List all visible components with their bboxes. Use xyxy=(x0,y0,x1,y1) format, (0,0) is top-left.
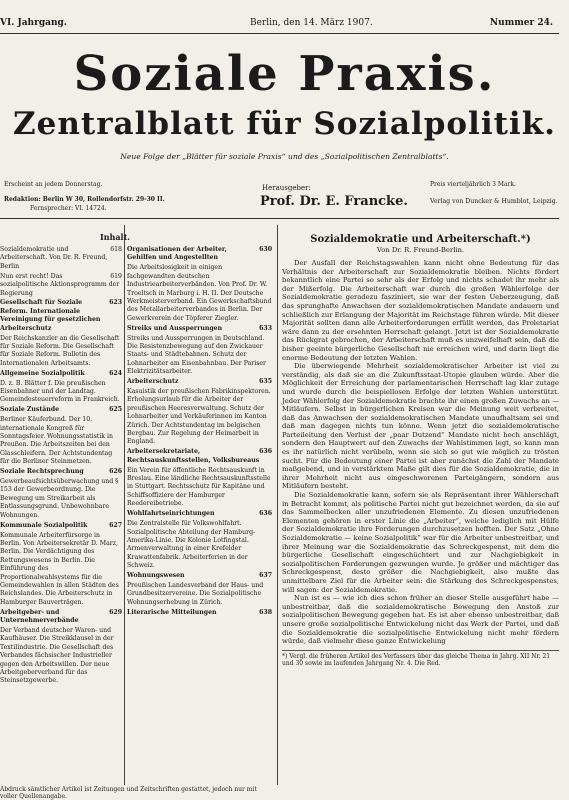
toc-entry-text: Soziale Rechtsprechung xyxy=(0,468,84,476)
masthead-note: Neue Folge der „Blätter für soziale Praxis“ und des „Sozialpolitischen Zentralblatts“. xyxy=(120,152,449,161)
toc-entry-text: Berliner Käuferbund. Der 10. internationale Kongreß für Sonntagsfeier. Wohnungsstatistik in Preußen. Die Arbeitszeiten bei den Glasschleifern. Der Achtstundentag für die Berliner Steinmetzen. xyxy=(0,416,113,466)
toc-entry-text: Arbeiterschutz xyxy=(127,378,179,386)
toc-entry-text: Allgemeine Sozialpolitik xyxy=(0,369,85,377)
toc-entry-text: Soziale Zustände xyxy=(0,406,60,414)
column-rule-2 xyxy=(277,225,278,785)
toc-entry xyxy=(0,370,122,378)
toc-entry xyxy=(0,468,122,476)
toc-entry-text: Gesellschaft für Soziale Reform. Internationale Vereinigung für gesetzlichen Arbeiterschutz xyxy=(0,299,101,332)
toc-entry xyxy=(127,264,272,323)
editors-label: Herausgeber: xyxy=(262,184,311,192)
toc-entry xyxy=(127,246,272,263)
toc-entry-text: Streiks und Aussperrungen in Deutschland. Die Resistenzbewegung auf den Zwickauer Staats- und Städtebahnen. Schutz der Lohnarbeiter am Eisenbahnbau. Der Pariser Elektrizitätsarbeiter. xyxy=(127,334,267,376)
toc-entry xyxy=(0,416,122,466)
price-note: Preis vierteljährlich 3 Mark. xyxy=(430,181,516,188)
toc-entry xyxy=(0,522,122,530)
top-divider xyxy=(0,33,559,34)
toc-entry-text: Wohlfahrtseinrichtungen xyxy=(127,510,215,518)
toc-entry xyxy=(127,582,272,607)
toc-page-number: 618 xyxy=(110,246,122,253)
phone-number: Fernsprecher: VI. 14724. xyxy=(30,205,107,212)
toc-entry-text: Der Verband deutscher Waren- und Kaufhäuser. Die Streikklausel in der Textilindustrie. Die Gesellschaft des Verbandes fächsischer Industrieller gegen den Arbeitswillen. Der neue Arbeitgeberverband für das Steinsetzgewerbe. xyxy=(0,626,114,685)
toc-entry xyxy=(127,388,272,447)
masthead-subtitle: Zentralblatt für Sozialpolitik. xyxy=(13,106,556,142)
toc-entry-text: Kommunale Arbeiterfürsorge in Berlin. Von Arbeitersekretär D. Marz, Berlin. Die Verdächtigung des Rettungswesens in Berlin. Die Einführung des Proportionalwahlsystems für die Gemeindewahlen in allen Städten des Reichslandes. Die Arbeiterschutz in Hamburger Bauverträgen. xyxy=(0,531,119,606)
toc-entry xyxy=(0,532,122,608)
issue-number: Nummer 24. xyxy=(489,18,553,28)
toc-entry-text: Gewerbeaufsichtsüberwachung und § 153 der Gewerbeordnung. Die Bewegung um Streikarbeit als Entlassungsgrund. Unbewohnbare Wohnungen. xyxy=(0,478,119,519)
toc-page-number: 626 xyxy=(109,468,122,476)
toc-entry-text: Literarische Mitteilungen xyxy=(127,608,217,616)
masthead-divider xyxy=(0,218,559,219)
appears-note: Erscheint an jedem Donnerstag. xyxy=(4,181,103,188)
toc-entry xyxy=(127,609,272,617)
toc-entry xyxy=(0,335,122,369)
toc-entry-text: Kasuistik der preußischen Fabrikinspektoren. Erholungsurlaub für die Arbeiter der preußischen Heeresverwaltung. Schutz der Lohnarbeiter und Verkäuferinnen im Kanton Zürich. Der Achtstundentag im belgischen Bergbau. Zur Regelung der Heimarbeit in England. xyxy=(127,388,271,446)
toc-entry xyxy=(127,510,272,518)
toc-entry xyxy=(0,609,122,626)
masthead-title: Soziale Praxis. xyxy=(73,46,496,102)
toc-entry xyxy=(127,467,272,509)
reprint-note: Abdruck sämtlicher Artikel ist Zeitungen und Zeitschriften gestattet, jedoch nur mit voller Quellenangabe. xyxy=(0,786,257,800)
toc-entry xyxy=(0,246,122,271)
article-title: Sozialdemokratie und Arbeiterschaft.*) xyxy=(310,234,531,245)
toc-entry-text: Preußischen Landesverband der Haus- und Grundbesitzervereine. Die Sozialpolitische Wohnungserhebung in Zürich. xyxy=(127,581,264,606)
toc-entry xyxy=(127,378,272,386)
article-footnote: *) Vergl. die früheren Artikel des Verfassers über das gleiche Thema in Jahrg. XII Nr. 21 und 30 sowie im laufenden Jahrgang Nr. 4. Die Red. xyxy=(282,650,559,668)
toc-page-number: 624 xyxy=(109,369,122,377)
toc-entry xyxy=(0,478,122,520)
toc-page-number: 635 xyxy=(259,378,272,386)
toc-entry-text: Organisationen der Arbeiter, Gehilfen und Angestellten xyxy=(127,246,227,262)
article-paragraph: Nun ist es — wie ich dies schon früher an dieser Stelle ausgeführt habe — unbestreitbar, daß die sozialdemokratische Bewegung den Anstoß zur sozialpolitischen Bewegung gegeben hat. Es ist aber ebenso unbestreitbar, daß unsere große sozialpolitische Entwickelung nicht das Werk der Partei, und daß die Sozialdemokratie die sozialpolitische Entwickelung nicht mehr fördern würde, daß vielmehr diese ganze Entwickelung xyxy=(282,594,559,646)
toc-page-number: 625 xyxy=(109,406,122,414)
publisher-note: Verlag von Duncker & Humblot, Leipzig. xyxy=(430,198,558,205)
redaktion-address: Redaktion: Berlin W 30, Rollendorfstr. 29-30 II. xyxy=(4,196,165,203)
toc-list-2 xyxy=(127,246,272,617)
toc-page-number: 633 xyxy=(259,324,272,332)
toc-entry-text: Der Reichskanzler an die Gesellschaft für Soziale Reform. Die Gesellschaft für Soziale Reform. Bulletin des Internationalen Arbeitsamts. xyxy=(0,334,120,367)
toc-entry-text: Ein Verein für öffentliche Rechtsauskunft in Breslau. Eine ländliche Rechtsauskunftsstelle in Stuttgart. Rechtsschutz für Kapitäne und Schiffsoffiziere der Hamburger Reedereibetriebe. xyxy=(127,466,271,508)
toc-entry xyxy=(0,406,122,414)
article-paragraph: Die überwiegende Mehrheit sozialdemokratischer Arbeiter ist viel zu verständig, als daß sie an die Zukunftsstaat-Utopie glauben würde. Aber die Möglichkeit der Erreichung der parlamentarischen Herrschaft lag klar zutage und wurde durch die beispiellosen Erfolge der letzten Wahlen unterstützt. Jeder Wählerfolg der Sozialdemokratie brachte ihr einen großen Zuwachs an — Mitläufern. Selbst in bürgerlichen Kreisen war die Meinung weit verbreitet, daß das Anwachsen der sozialdemokratischen Mandate unaufhaltsam sei und daß man dagegen nichts tun könne. Wenn jetzt die sozialdemokratische Parteileitung den Verlust der „paar Dutzend“ Mandate nicht hoch anschlägt, sondern den Hauptwert auf den Zuwachs der Wahlstimmen legt, so kann man es ihr natürlich nicht verübeln, wenn sie sich so gut wie möglich zu trösten sucht. Für die Bedeutung einer Partei ist aber zunächst die Zahl der Mandate maßgebend, und in verstärktem Maße gilt dies für die Sozialdemokratie, die in ihrer Mehrheit nicht aus eingeschworenen Parteigängern, sondern aus Mitläufern besteht. xyxy=(282,362,559,491)
volume-year: VI. Jahrgang. xyxy=(0,18,67,28)
toc-entry xyxy=(0,627,122,686)
toc-entry xyxy=(127,335,272,377)
toc-page-number: 627 xyxy=(109,521,122,529)
toc-page-number: 636 xyxy=(259,510,272,518)
issue-date: Berlin, den 14. März 1907. xyxy=(250,18,373,28)
toc-page-number: 630 xyxy=(259,246,272,253)
toc-entry-text: Wohnungswesen xyxy=(127,572,185,580)
toc-page-number: 623 xyxy=(109,299,122,307)
toc-entry-text: Arbeitgeber- und Unternehmerverbände xyxy=(0,608,79,625)
article-byline: Von Dr. R. Freund-Berlin. xyxy=(376,246,465,254)
toc-entry-text: Streiks und Aussperrungen xyxy=(127,324,223,332)
issue-header xyxy=(0,18,569,32)
toc-entry xyxy=(127,325,272,333)
toc-entry-text: Die Zentralstelle für Volkswohlfahrt. Sozialpolitische Abteilung der Hamburg-Amerika-Linie. Die Kolonie Lotfingstal. Armenverwaltung in einer Krefelder Krawattenfabrik. Arbeiterferien in der Schweiz. xyxy=(127,520,256,570)
toc-entry xyxy=(127,448,272,465)
toc-entry xyxy=(0,380,122,405)
article-paragraph: Der Ausfall der Reichstagswahlen kann nicht ohne Bedeutung für das Verhältnis der Arbeiterschaft zur Sozialdemokratie bleiben. Nichts fördert bekanntlich eine Partei so sehr als der Erfolg und nichts schadet ihr mehr als der Mißerfolg. Die Arbeiterschaft war durch die großen Wählerfolge der Sozialdemokratie geradezu fasziniert, sie war der festen Ueberzeugung, daß das sprunghafte Anwachsen der sozialdemokratischen Mandate andauern und schließlich zur Erlangung der Majorität im Reichstage führen würde. Mit dieser Majorität sollten dann alle Arbeiterforderungen erfüllt werden, das Proletariat wäre dann zu der ersehnten Herrschaft gelangt. Jetzt ist der Sozialdemokratie das Rückgrat gebrochen, der Arbeiterschaft muß es unzweifelhaft sein, daß die bisher geeinte bürgerliche Gesellschaft nie erreichen wird, und darin liegt die enorme Bedeutung der letzten Wahlen. xyxy=(282,259,559,362)
article-column xyxy=(282,228,559,800)
toc-entry-text: Sozialdemokratie und Arbeiterschaft. Von Dr. R. Freund, Berlin xyxy=(0,246,108,270)
toc-page-number: 629 xyxy=(109,608,122,616)
toc-entry-text: Die Arbeitslosigkeit in einigen fachgewandten deutschen Industriearbeiterverbänden. Von Prof. Dr. W. Troeltsch in Marburg i. H. II. Der Deutsche Werkmeisterverband. Ein Gewerkschaftsbund des Metallarbeiterverbandes in Berlin. Der Gewerkverein der Töpferer Ziegler. xyxy=(127,264,272,322)
toc-entry-text: D. z. B. Blätter f. Die preußischen Eisenbahner und der Landtag. Gemeindesteuerreform in Frankreich. xyxy=(0,379,120,404)
article-paragraph: Die Sozialdemokratie kann, sofern sie als Repräsentant ihrer Wählerschaft in Betracht kommt, als politische Partei nicht gut bezeichnet werden, da sie auf das Sammelbecken aller unzufriedenen Elemente. Zu diesen unzufriedenen Elementen gehören in erster Linie die „Arbeiter“, welche lediglich mit Hülfe der Sozialdemokratie ihre Forderungen durchzusetzen hofften. Der Satz „Ohne Sozialdemokratie — keine Sozialpolitik“ war für die Arbeiter unbestreitbar, und ihrer Meinung war die Sozialdemokratie das Schreckgespenst, mit dem die bürgerliche Gesellschaft eingeschüchtert und zur Nachgiebigkeit in sozialpolitischen Forderungen gezwungen wurde. Je größer und mächtiger das Schreckgespenst, desto größer die Nachgiebigkeit, also mußte das unmittelbare Ziel für die Arbeiter sein: die Stärkung des Schreckgespenstes, will sagen: der Sozialdemokratie. xyxy=(282,491,559,594)
toc-page-number: 636 xyxy=(259,448,272,456)
toc-entry-text: Arbeitersekretariate, Rechtsauskunftsstellen, Volksbureaus xyxy=(127,448,260,464)
toc-page-number: 637 xyxy=(259,572,272,580)
editor-name: Prof. Dr. E. Francke. xyxy=(260,194,408,209)
toc-entry xyxy=(0,299,122,333)
toc-page-number: 638 xyxy=(259,608,272,616)
toc-entry xyxy=(0,273,122,298)
toc-heading: Inhalt. xyxy=(100,232,131,242)
toc-entry-text: Nun erst recht! Das sozialpolitische Aktionsprogramm der Regierung xyxy=(0,272,120,297)
toc-page-number: 619 xyxy=(110,272,122,280)
toc-entry xyxy=(127,520,272,570)
toc-column-1 xyxy=(0,228,131,783)
column-rule-1 xyxy=(124,225,125,785)
toc-column-2 xyxy=(127,228,272,783)
toc-list-1 xyxy=(0,246,122,686)
toc-entry xyxy=(127,572,272,580)
toc-entry-text: Kommunale Sozialpolitik xyxy=(0,521,88,529)
article-body xyxy=(282,259,559,646)
